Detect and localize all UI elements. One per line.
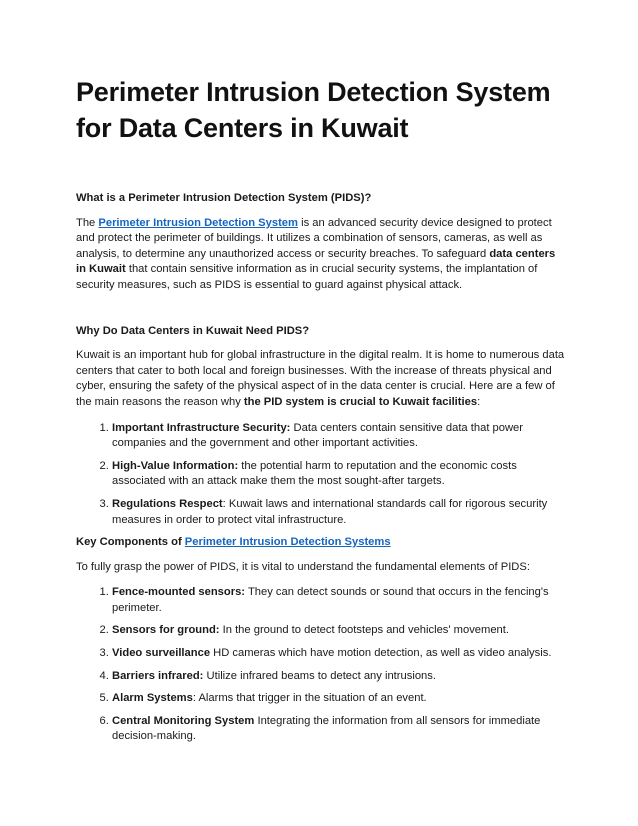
text-span: that contain sensitive information as in crucial security systems, the implantation of security measures, such as PIDS is essential to guard against physical attack.: [76, 263, 538, 291]
list-item-label: Video surveillance: [112, 647, 211, 660]
list-item-text: Utilize infrared beams to detect any intrusions.: [203, 669, 436, 682]
paragraph-why-need-pids: [76, 348, 568, 410]
list-item: [112, 585, 568, 616]
list-item: [112, 691, 568, 707]
list-item-label: High-Value Information:: [112, 459, 239, 472]
list-item-label: Central Monitoring System: [112, 714, 255, 727]
list-item-label: Sensors for ground:: [112, 624, 220, 637]
list-item-text: : Alarms that trigger in the situation of an event.: [192, 692, 427, 705]
document-body: [76, 191, 568, 752]
bold-text: the PID system is crucial to Kuwait facilities: [243, 395, 478, 408]
text-span: :: [477, 395, 481, 408]
list-item-text: They can detect sounds or sound that occurs in the fencing's perimeter.: [112, 586, 549, 614]
text-span: The: [76, 216, 99, 229]
list-item-label: Barriers infrared:: [112, 669, 204, 682]
list-item-label: Regulations Respect: [112, 497, 223, 510]
text-span: Key Components of: [76, 536, 185, 549]
list-item-label: Alarm Systems: [112, 692, 193, 705]
pids-components-link[interactable]: Perimeter Intrusion Detection Systems: [184, 536, 391, 549]
bold-text: data centers in Kuwait: [76, 247, 556, 276]
pids-link[interactable]: Perimeter Intrusion Detection System: [98, 216, 298, 229]
list-item: [112, 714, 568, 745]
paragraph-what-is-pids: [76, 216, 568, 294]
reasons-list: [76, 421, 568, 529]
list-item-text: the potential harm to reputation and the economic costs associated with an attack make them the most sought-after targets.: [112, 459, 517, 488]
list-item: [112, 646, 568, 662]
section-heading-what-is-pids: What is a Perimeter Intrusion Detection System (PIDS)?: [76, 192, 372, 204]
list-item-label: Important Infrastructure Security:: [112, 421, 291, 434]
list-item: [112, 421, 568, 452]
paragraph-key-components-intro: To fully grasp the power of PIDS, it is vital to understand the fundamental elements of PIDS:: [76, 560, 530, 573]
page-title: Perimeter Intrusion Detection System for Data Centers in Kuwait: [76, 77, 551, 143]
list-item-text: Data centers contain sensitive data that power companies and the government and other important activities.: [112, 421, 524, 450]
list-item-text: HD cameras which have motion detection, as well as video analysis.: [210, 647, 552, 660]
list-item: [112, 623, 568, 639]
list-item: [112, 497, 568, 528]
section-heading-why-need-pids: Why Do Data Centers in Kuwait Need PIDS?: [76, 324, 310, 337]
list-item-text: Integrating the information from all sensors for immediate decision-making.: [112, 714, 541, 743]
list-item-text: In the ground to detect footsteps and vehicles' movement.: [219, 624, 509, 637]
list-item: [112, 669, 568, 685]
text-span: is an advanced security device designed to protect and protect the perimeter of buildings. It utilizes a combination of sensors, cameras, as well as analysis, to determine any unauthorized access or security breaches. To safeguard: [76, 216, 552, 260]
section-heading-key-components: [76, 535, 568, 551]
text-span: Kuwait is an important hub for global infrastructure in the digital realm. It is home to numerous data centers that cater to both local and foreign businesses. With the increase of threats physical and cyber, ensuring the safety of the physical aspect of in the data center is crucial. Here are a few of the main reasons the reason why: [76, 349, 565, 408]
list-item-label: Fence-mounted sensors:: [112, 586, 246, 599]
list-item-text: : Kuwait laws and international standards call for rigorous security measures in order to protect vital infrastructure.: [112, 497, 548, 526]
list-item: [112, 459, 568, 490]
components-list: [76, 585, 568, 745]
